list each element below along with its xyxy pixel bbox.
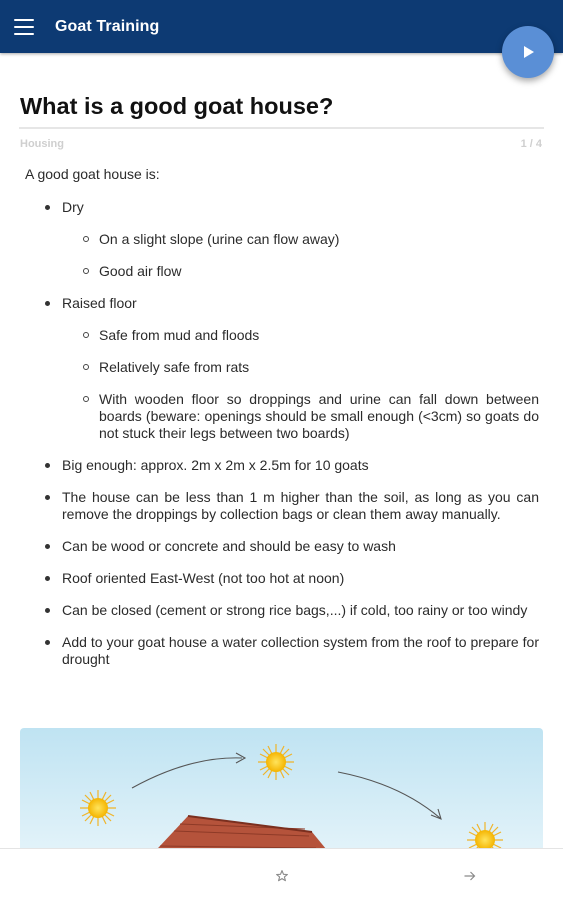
sub-list-item: On a slight slope (urine can flow away) [62, 231, 539, 248]
list-item: Roof oriented East-West (not too hot at noon) [25, 570, 539, 587]
page-counter: 1 / 4 [520, 138, 542, 150]
sun-path-over-goat-house-illustration [20, 728, 543, 848]
lesson-title: What is a good goat house? [20, 93, 334, 119]
section-label: Housing [20, 138, 64, 150]
arrow-right-icon [460, 866, 480, 886]
intro-text: A good goat house is: [25, 166, 160, 182]
lesson-content [0, 53, 563, 848]
list-item: Can be wood or concrete and should be easy to wash [25, 538, 539, 555]
sub-list-item: With wooden floor so droppings and urine can fall down between boards (beware: openings should be small enough (<3cm) so goats do not stuck their legs between two boards) [62, 391, 539, 442]
sub-list-item: Relatively safe from rats [62, 359, 539, 376]
favorite-button[interactable] [272, 866, 292, 886]
next-button[interactable] [460, 866, 480, 886]
list-item [25, 295, 539, 442]
hamburger-menu-icon[interactable] [14, 19, 34, 35]
lesson-body [25, 166, 539, 683]
list-item-text: Dry [62, 199, 84, 215]
list-item: The house can be less than 1 m higher than the soil, as long as you can remove the droppings by collection bags or clean them away manually. [25, 489, 539, 523]
sub-list-item: Safe from mud and floods [62, 327, 539, 344]
list-item [25, 199, 539, 280]
list-item: Add to your goat house a water collection system from the roof to prepare for drought [25, 634, 539, 668]
list-item: Can be closed (cement or strong rice bags,...) if cold, too rainy or too windy [25, 602, 539, 619]
play-button[interactable] [502, 26, 554, 78]
bullet-list [25, 199, 539, 668]
play-icon [523, 45, 535, 59]
title-divider [19, 127, 544, 129]
sub-list-item: Good air flow [62, 263, 539, 280]
bottom-bar [0, 848, 563, 901]
app-title: Goat Training [55, 18, 160, 35]
sub-list [62, 327, 539, 442]
star-outline-icon [272, 866, 292, 886]
list-item: Big enough: approx. 2m x 2m x 2.5m for 10 goats [25, 457, 539, 474]
sub-list [62, 231, 539, 280]
list-item-text: Raised floor [62, 295, 137, 311]
app-bar [0, 0, 563, 53]
